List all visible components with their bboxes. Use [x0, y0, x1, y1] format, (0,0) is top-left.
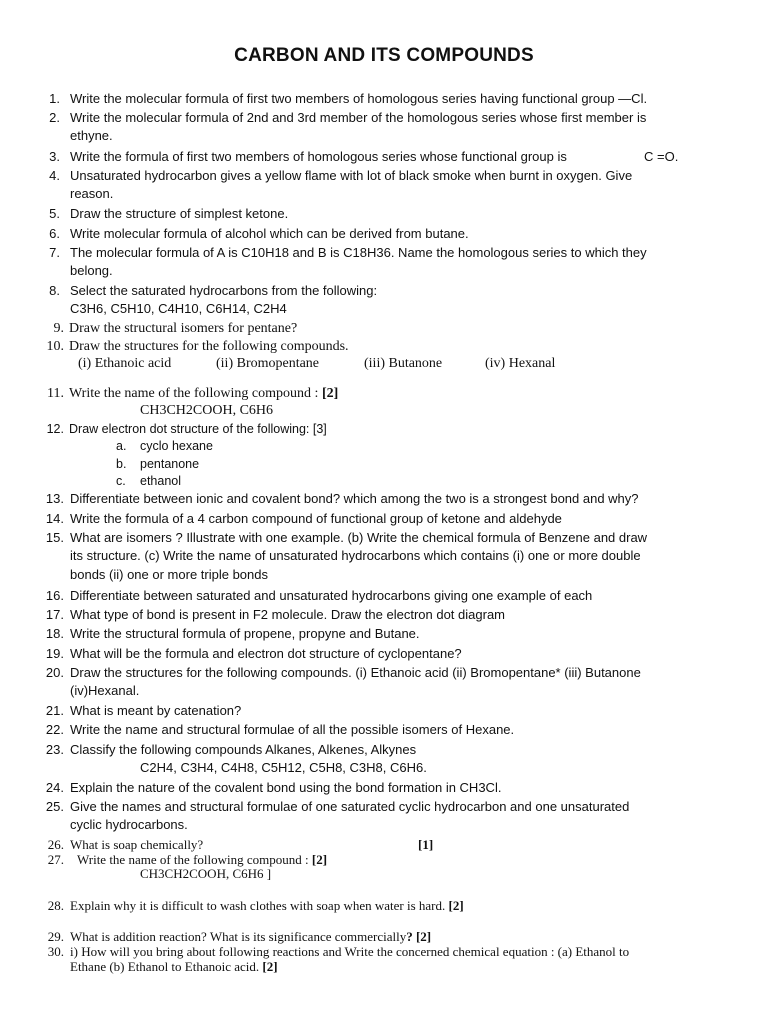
- question-text: Write the structural formula of propene, propyne and Butane.: [70, 626, 420, 641]
- question-10-option-4: (iv) Hexanal: [485, 356, 556, 371]
- question-number: 1.: [49, 91, 60, 106]
- question-number: 11.: [47, 386, 64, 401]
- question-text: Draw the structural isomers for pentane?: [69, 321, 298, 336]
- question-number: 14.: [45, 511, 64, 526]
- question-text: Write the name of the following compound :: [69, 386, 319, 401]
- question-number: 23.: [45, 742, 64, 757]
- question-number: 15.: [45, 530, 64, 545]
- marks: ? [2]: [406, 929, 432, 944]
- question-number: 9.: [53, 321, 64, 336]
- question-number: 19.: [45, 646, 64, 661]
- question-text: Unsaturated hydrocarbon gives a yellow flame with lot of black smoke when burnt in oxygen. Give: [70, 168, 633, 183]
- question-number: 22.: [45, 722, 64, 737]
- question-text: Select the saturated hydrocarbons from the following:: [70, 283, 378, 298]
- question-text: Draw electron dot structure of the following: [3]: [69, 422, 327, 436]
- question-25-continuation: cyclic hydrocarbons.: [70, 817, 188, 832]
- question-text: What type of bond is present in F2 molecule. Draw the electron dot diagram: [70, 607, 505, 622]
- question-number: 13.: [45, 491, 64, 506]
- question-text: Draw the structure of simplest ketone.: [70, 206, 289, 221]
- question-11-compounds: CH3CH2COOH, C6H6: [140, 403, 274, 418]
- functional-group: C =O.: [644, 149, 679, 164]
- question-number: 21.: [45, 703, 64, 718]
- question-number: 12.: [46, 422, 64, 436]
- question-text: The molecular formula of A is C10H18 and B is C18H36. Name the homologous series to which they: [70, 245, 647, 260]
- question-number: 24.: [45, 780, 64, 795]
- marks: [2]: [321, 386, 339, 401]
- question-number: 29.: [47, 929, 64, 944]
- marks: [1]: [418, 837, 434, 852]
- sub-label: a.: [116, 439, 127, 453]
- question-text: What is addition reaction? What is its significance commercially: [70, 929, 407, 944]
- question-number: 17.: [45, 607, 64, 622]
- question-4-continuation: reason.: [70, 186, 114, 201]
- question-text: What is meant by catenation?: [70, 703, 242, 718]
- page-title: CARBON AND ITS COMPOUNDS: [234, 45, 534, 66]
- question-text: Differentiate between ionic and covalent bond? which among the two is a strongest bond and why?: [70, 491, 639, 506]
- question-10-option-3: (iii) Butanone: [364, 356, 443, 371]
- question-number: 5.: [49, 206, 60, 221]
- marks: [2]: [262, 959, 278, 974]
- question-number: 2.: [49, 110, 60, 125]
- question-20-continuation: (iv)Hexanal.: [70, 683, 140, 698]
- marks: [2]: [448, 898, 464, 913]
- question-text: Write the formula of a 4 carbon compound of functional group of ketone and aldehyde: [70, 511, 562, 526]
- question-number: 16.: [45, 588, 64, 603]
- question-number: 30.: [47, 944, 64, 959]
- sub-label: c.: [116, 474, 126, 488]
- question-text: Differentiate between saturated and unsaturated hydrocarbons giving one example of each: [70, 588, 593, 603]
- question-number: 18.: [45, 626, 64, 641]
- question-text: Classify the following compounds Alkanes, Alkenes, Alkynes: [70, 742, 417, 757]
- marks: [2]: [311, 852, 328, 867]
- question-number: 4.: [49, 168, 60, 183]
- question-text: Write the name and structural formulae of all the possible isomers of Hexane.: [70, 722, 515, 737]
- sub-text: cyclo hexane: [140, 439, 213, 453]
- question-23-compounds: C2H4, C3H4, C4H8, C5H12, C5H8, C3H8, C6H6.: [140, 760, 427, 775]
- question-8-options: C3H6, C5H10, C4H10, C6H14, C2H4: [70, 301, 287, 316]
- question-27-compounds: CH3CH2COOH, C6H6 ]: [140, 866, 272, 881]
- question-number: 6.: [49, 226, 60, 241]
- question-10-option-1: (i) Ethanoic acid: [78, 356, 172, 371]
- question-15-continuation-1: its structure. (c) Write the name of unsaturated hydrocarbons which contains (i) one or more double: [70, 548, 641, 563]
- question-2-continuation: ethyne.: [70, 128, 113, 143]
- question-10-option-2: (ii) Bromopentane: [216, 356, 320, 371]
- sub-text: pentanone: [140, 457, 200, 471]
- question-number: 28.: [47, 898, 64, 913]
- question-number: 3.: [49, 149, 60, 164]
- question-30-continuation: [70, 959, 278, 975]
- question-text: Write the name of the following compound :: [77, 852, 309, 867]
- question-text: Write the formula of first two members of homologous series whose functional group is: [70, 149, 567, 164]
- question-text: What will be the formula and electron dot structure of cyclopentane?: [70, 646, 462, 661]
- question-7-continuation: belong.: [70, 263, 113, 278]
- question-text: Give the names and structural formulae of one saturated cyclic hydrocarbon and one unsaturated: [70, 799, 630, 814]
- question-number: 7.: [49, 245, 60, 260]
- sub-label: b.: [116, 457, 127, 471]
- question-number: 27.: [47, 852, 64, 867]
- question-text: Write molecular formula of alcohol which can be derived from butane.: [70, 226, 469, 241]
- question-number: 8.: [49, 283, 60, 298]
- question-text: Write the molecular formula of first two members of homologous series having functional group —Cl.: [70, 91, 648, 106]
- question-text: Explain the nature of the covalent bond using the bond formation in CH3Cl.: [70, 780, 502, 795]
- question-text: Draw the structures for the following compounds.: [69, 339, 349, 354]
- question-text: Write the molecular formula of 2nd and 3rd member of the homologous series whose first member is: [70, 110, 647, 125]
- sub-text: ethanol: [140, 474, 182, 488]
- question-text: Ethane (b) Ethanol to Ethanoic acid.: [70, 959, 260, 974]
- question-number: 26.: [47, 837, 64, 852]
- question-number: 25.: [45, 799, 64, 814]
- question-15-continuation-2: bonds (ii) one or more triple bonds: [70, 567, 268, 582]
- question-number: 10.: [46, 339, 64, 354]
- question-text: Explain why it is difficult to wash clothes with soap when water is hard.: [70, 898, 446, 913]
- question-text: What is soap chemically?: [70, 837, 204, 852]
- question-text: What are isomers ? Illustrate with one example. (b) Write the chemical formula of Benzene and draw: [70, 530, 648, 545]
- question-text: i) How will you bring about following reactions and Write the concerned chemical equation : (a) Ethanol to: [70, 944, 630, 959]
- question-number: 20.: [45, 665, 64, 680]
- question-text: Draw the structures for the following compounds. (i) Ethanoic acid (ii) Bromopentane* (iii) Butanone: [70, 665, 641, 680]
